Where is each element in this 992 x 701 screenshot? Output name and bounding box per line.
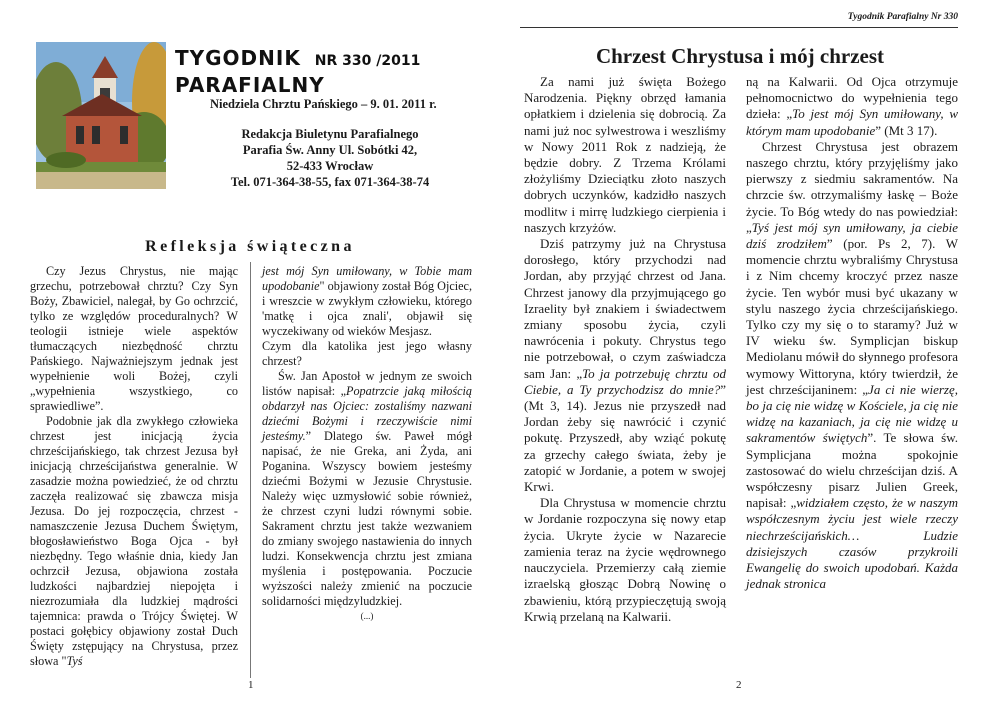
page-number: 2	[736, 679, 742, 691]
paragraph	[746, 74, 958, 139]
paragraph-italic: To jest mój Syn umiłowany, w którym mam upodobanie	[746, 106, 958, 138]
paragraph-text: ” (Mt 3 17).	[875, 122, 938, 138]
paragraph-italic: Tyś	[66, 654, 83, 668]
paragraph-text: ną na Kalwarii. Od Ojca otrzymuje pełnomocnictwo do wypełnienia tego dzieła: „	[746, 74, 958, 122]
paragraph	[746, 139, 958, 593]
church-photo	[36, 42, 166, 189]
paragraph-italic: jest mój Syn umiłowany, w Tobie mam upodobanie	[262, 264, 472, 293]
paragraph-text: " objawiony został Bóg Ojciec, i wreszcie w zwykłym człowieku, którego 'matkę i ojca znali', objawił się wyczekiwany od wieków Mesjasz.	[262, 279, 472, 338]
masthead	[175, 46, 475, 97]
paragraph: Czym dla katolika jest jego własny chrzest?	[262, 339, 472, 368]
right-page	[500, 0, 992, 701]
paragraph-text: ”. Te słowa św. Symplicjana można spokojnie zastosować do wielu chrześcijan dziś. A współczesny pisarz Julien Greek, napisał: „	[746, 430, 958, 511]
issue-date: Niedziela Chrztu Pańskiego – 9. 01. 2011 r.	[210, 97, 437, 111]
column-divider	[250, 262, 251, 678]
masthead-line-1	[175, 46, 475, 73]
section-title: Refleksja świąteczna	[145, 238, 355, 255]
article-title: Chrzest Chrystusa i mój chrzest	[595, 44, 885, 68]
page-number: 1	[248, 679, 254, 691]
right-column-2	[746, 74, 958, 593]
paragraph-text: ” (Mt 3, 14). Jezus nie przyszedł nad Jordan żeby się nawrócić i czynić pokutę. Przyszedł, aby wziąć pokutę za grzechy całego świata, żeby je zatopić w Jordanie, a potem w swojej Krwi.	[524, 381, 726, 495]
paragraph	[30, 414, 238, 669]
paragraph-text: Św. Jan Apostoł w jednym ze swoich listów napisał: „	[262, 369, 472, 398]
editorial-line: Redakcja Biuletynu Parafialnego	[241, 127, 419, 141]
paragraph	[524, 236, 726, 495]
paragraph-italic: widziałem często, że w naszym współczesnym życiu jest wiele rzeczy niechrześcijańskich… Ludzie dzisiejszych czasów przykroili Ewangelię do swoich upodobań. Każda jednak stronica	[746, 495, 958, 592]
paragraph: Dla Chrystusa w momencie chrztu w Jordanie rozpoczyna się nowy etap życia. Ukryte życie w Nazarecie zamienia teraz na życie wędrownego nauczyciela. Przemierzy całą ziemie izraelską głosząc Dobrą Nowinę o zbawieniu, którą przypieczętują swoją Krwią przelaną na Kalwarii.	[524, 495, 726, 624]
left-column-1	[30, 264, 238, 669]
editorial-info	[170, 126, 490, 190]
header-rule	[520, 27, 958, 28]
paragraph	[262, 264, 472, 339]
issue-number: NR 330 /2011	[314, 53, 421, 69]
paragraph-text: ” Dlatego św. Paweł mógł napisać, że nie Greka, ani Żyda, ani Poganina. Wszyscy bowiem jesteśmy dziećmi Bożymi w Jezusie Chrystusie. Należy więc uzmysłowić sobie również, że chrzest czyni ludzi równymi sobie. Sakrament chrztu jest także wezwaniem do zmiany swojego nastawienia do innych ludzi. Konsekwencja chrztu jest zmiana myślenia i postępowania. Poczucie wyższości należy zmienić na poczucie solidarności międzyludzkiej.	[262, 429, 472, 608]
paragraph-italic: Ja ci nie wierzę, bo ja cię nie widzę w Kościele, ja cię nie widzę na kazaniach, ja cię nie widzę u sakramentów świętych	[746, 381, 958, 446]
paragraph	[262, 369, 472, 609]
paragraph-text: ” (por. Ps 2, 7). W momencie chrztu wybraliśmy Chrystusa i z Nim chcemy kroczyć przez nasze życie. Ten wybór musi być ukazany w stylu naszego życia chrześcijańskiego. Tylko czy my się o to staramy? Już w IV wieku św. Symplicjan biskup Mediolanu mówił do słynnego profesora wymowy Wittoryna, który twierdził, że jest chrześcijaninem: „	[746, 236, 958, 397]
right-column-1	[524, 74, 726, 625]
paragraph: Czy Jezus Chrystus, nie mając grzechu, potrzebował chrztu? Czy Syn Boży, Zbawiciel, nalegał, by Go ochrzcić, tylko ze względów proceduralnych? W teologii istnieje wiele aspektów tłumaczących niezbędność chrztu Pańskiego. Najważniejszym jednak jest wypełnienie woli Bożej, czyli „wypełnienia wszystkiego, co sprawiedliwe”.	[30, 264, 238, 413]
left-column-2	[262, 264, 472, 624]
ellipsis: (...)	[360, 611, 374, 621]
paragraph-text: Podobnie jak dla zwykłego człowieka chrzest jest inicjacją życia chrześcijańskiego, tak chrzest Jezusa był inicjacją chrześcijaństwa generalnie. W zasadzie można powiedzieć, że od chrztu zaczęła realizować się zbawcza misja Jezusa. Do jej rozpoczęcia, chrzest - namaszczenie Jezusa Duchem Świętym, błogosławieństwo Boga Ojca - był niezbędny. Tego właśnie dnia, kiedy Jan ochrzcił Jezusa, objawiona została ludzkości najbardziej niepojęta i niezrozumiała dla ludzkiej mądrości tajemnica: prawda o Trójcy Świętej. W postaci gołębicy objawiony został Duch Święty zstępujący na Chrystusa, przez słowa "	[30, 414, 238, 668]
running-head: Tygodnik Parafialny Nr 330	[847, 12, 958, 22]
editorial-line: 52-433 Wrocław	[286, 159, 374, 173]
editorial-line: Parafia Św. Anny Ul. Sobótki 42,	[242, 143, 418, 157]
paragraph-text: Chrzest Chrystusa jest obrazem naszego chrztu, który przyjęliśmy jako pierwszy z siedmiu sakramentów. Na chrzcie św. otrzymaliśmy łaskę – Boże życie. To Bóg wtedy do nas powiedział: „	[746, 138, 958, 235]
paragraph-italic: Tyś jest mój syn umiłowany, ja ciebie dziś zrodziłem	[746, 219, 958, 252]
paragraph-text: Dziś patrzymy już na Chrystusa dorosłego, który przychodzi nad Jordan, aby przyjąć chrzest od Jana. Chrzest janowy dla przyjmującego go Izraelity był znakiem i świadectwem zmiany sposobu życia, czyli nawrócenia i pokuty. Chrystus tego nie potrzebował, o czym zaświadcza sam Jan: „	[524, 236, 726, 381]
editorial-line: Tel. 071-364-38-55, fax 071-364-38-74	[230, 175, 430, 189]
church-photo-icon	[36, 42, 166, 189]
paragraph-italic: To ja potrzebuję chrztu od Ciebie, a Ty przychodzisz do mnie?	[524, 365, 726, 397]
paragraph: Za nami już święta Bożego Narodzenia. Piękny obrzęd łamania opłatkiem i dzielenia się dobrocią. Za nami już noc sylwestrowa i weszliśmy w Nowy 2011 Rok z nadzieją, że będzie dobry. Z Trzema Królami złożyliśmy Dzieciątku złoto naszych dobrych uczynków, kadzidło naszych modlitw i mirrę ludzkiego cierpienia i naszych krzyżów.	[524, 74, 726, 235]
paragraph-italic: Popatrzcie jaką miłością obdarzył nas Ojciec: zostaliśmy nazwani dziećmi Bożymi i rzeczywiście nimi jesteśmy.	[262, 384, 472, 443]
masthead-title-1: TYGODNIK	[175, 46, 301, 70]
masthead-title-2: PARAFIALNY	[175, 73, 325, 97]
